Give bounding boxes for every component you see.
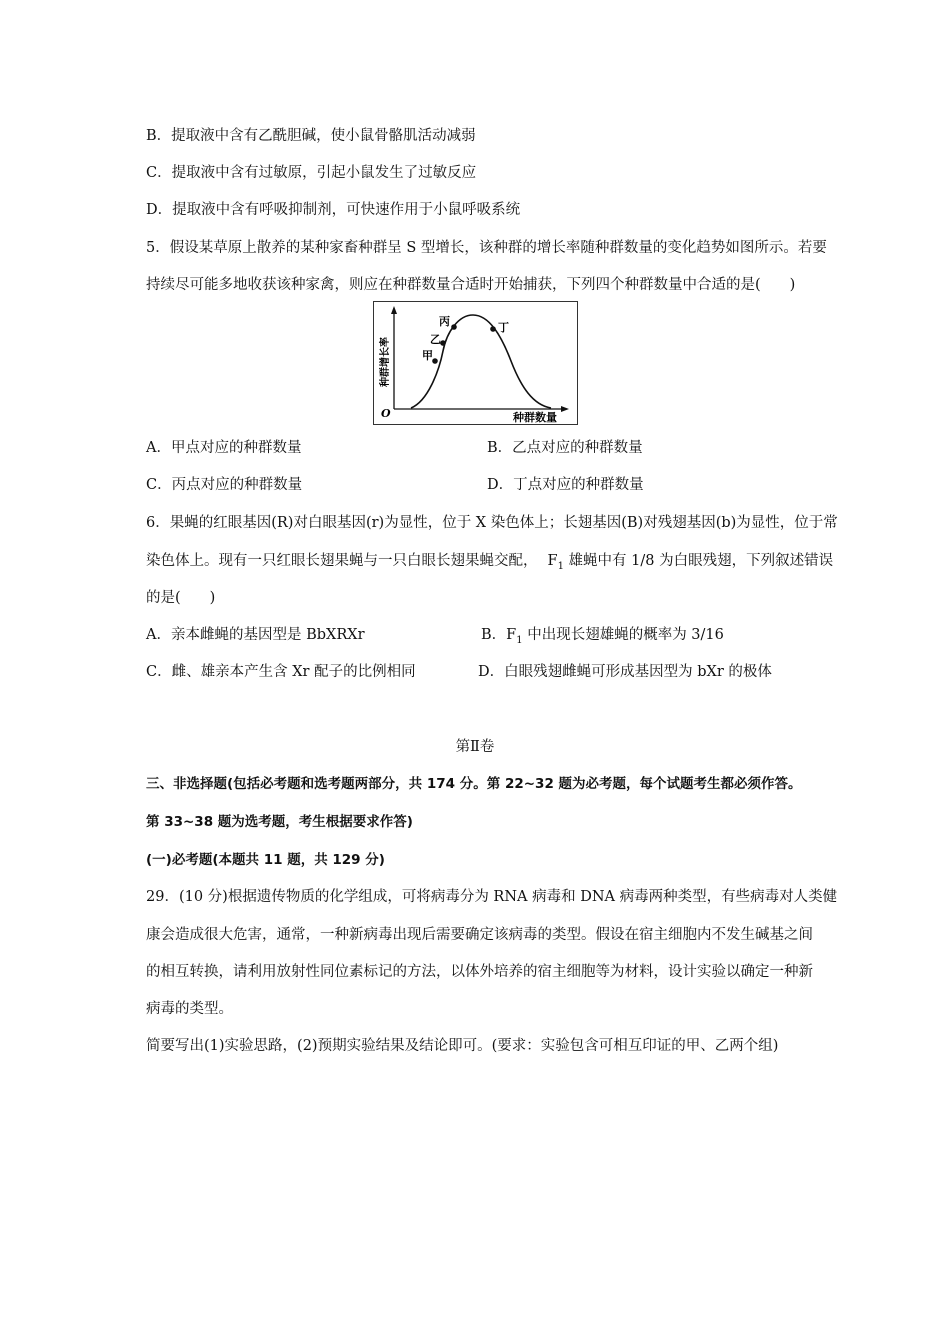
x-axis-label: 种群数量 [513, 411, 557, 424]
q6-option-b [481, 625, 724, 651]
section-title: 第Ⅱ卷 [455, 739, 495, 755]
q29-line5: 简要写出(1)实验思路，(2)预期实验结果及结论即可。(要求：实验包含可相互印证的甲、乙两个组) [146, 1038, 779, 1054]
x-axis-arrow [561, 406, 569, 412]
q6-stem-line2 [146, 551, 833, 577]
q6-f1-sub: 1 [557, 561, 564, 572]
q5-option-c: C．丙点对应的种群数量 [146, 477, 303, 493]
q4-option-c: C．提取液中含有过敏原，引起小鼠发生了过敏反应 [146, 165, 477, 181]
growth-rate-figure [373, 301, 578, 425]
q6-stem-line2-text: 染色体上。现有一只红眼长翅果蝇与一只白眼长翅果蝇交配， [146, 553, 538, 569]
q6-option-b-text: 中出现长翅雄蝇的概率为 3/16 [522, 627, 724, 643]
q29-line2: 康会造成很大危害，通常，一种新病毒出现后需要确定该病毒的类型。假设在宿主细胞内不发生碱基之间 [146, 927, 813, 943]
section-header-line2: 第 33~38 题为选考题，考生根据要求作答) [146, 814, 413, 830]
point-jia [432, 358, 438, 364]
point-label-jia: 甲 [422, 349, 433, 362]
q5-stem-line2: 持续尽可能多地收获该种家禽，则应在种群数量合适时开始捕获，下列四个种群数量中合适的是( ) [146, 277, 796, 293]
section-header-line3: (一)必考题(本题共 11 题，共 129 分) [146, 852, 385, 868]
origin-label: O [381, 407, 391, 420]
q5-option-a: A．甲点对应的种群数量 [146, 440, 302, 456]
q5-stem-line1: 5．假设某草原上散养的某种家畜种群呈 S 型增长，该种群的增长率随种群数量的变化趋势如图所示。若要 [146, 240, 827, 256]
q6-option-d: D．白眼残翅雌蝇可形成基因型为 bXr 的极体 [478, 664, 772, 680]
q5-option-d: D．丁点对应的种群数量 [487, 477, 644, 493]
point-label-ding: 丁 [498, 321, 509, 334]
y-axis-arrow [391, 306, 397, 314]
figure-border [374, 302, 578, 425]
q6-stem-line2-rest: 雄蝇中有 1/8 为白眼残翅，下列叙述错误 [563, 553, 834, 569]
q29-line3: 的相互转换，请利用放射性同位素标记的方法，以体外培养的宿主细胞等为材料，设计实验以确定一种新 [146, 964, 813, 980]
point-yi [440, 340, 446, 346]
q6-option-a: A．亲本雌蝇的基因型是 BbXRXr [146, 627, 365, 643]
q5-option-b: B．乙点对应的种群数量 [487, 440, 643, 456]
q29-line1: 29．(10 分)根据遗传物质的化学组成，可将病毒分为 RNA 病毒和 DNA 病毒两种类型，有些病毒对人类健 [146, 889, 838, 905]
point-label-bing: 丙 [439, 315, 450, 328]
q6-option-c: C．雌、雄亲本产生含 Xr 配子的比例相同 [146, 664, 416, 680]
q6-stem-line3: 的是( ) [146, 590, 216, 606]
q29-line4: 病毒的类型。 [146, 1001, 233, 1017]
q6-stem-line1: 6．果蝇的红眼基因(R)对白眼基因(r)为显性，位于 X 染色体上；长翅基因(B)对残翅基因(b)为显性，位于常 [146, 515, 838, 531]
point-label-yi: 乙 [430, 333, 441, 346]
y-axis-label: 种群增长率 [380, 337, 391, 387]
q4-option-d: D．提取液中含有呼吸抑制剂，可快速作用于小鼠呼吸系统 [146, 202, 521, 218]
q6-f1: F [547, 553, 558, 569]
q4-option-b: B．提取液中含有乙酰胆碱，使小鼠骨骼肌活动减弱 [146, 128, 476, 144]
q6-option-b-prefix: B．F [481, 627, 517, 643]
point-bing [451, 324, 457, 330]
point-ding [490, 326, 496, 332]
q6-option-b-sub: 1 [516, 635, 523, 646]
section-header-line1: 三、非选择题(包括必考题和选考题两部分，共 174 分。第 22~32 题为必考题，每个试题考生都必须作答。 [146, 776, 802, 792]
